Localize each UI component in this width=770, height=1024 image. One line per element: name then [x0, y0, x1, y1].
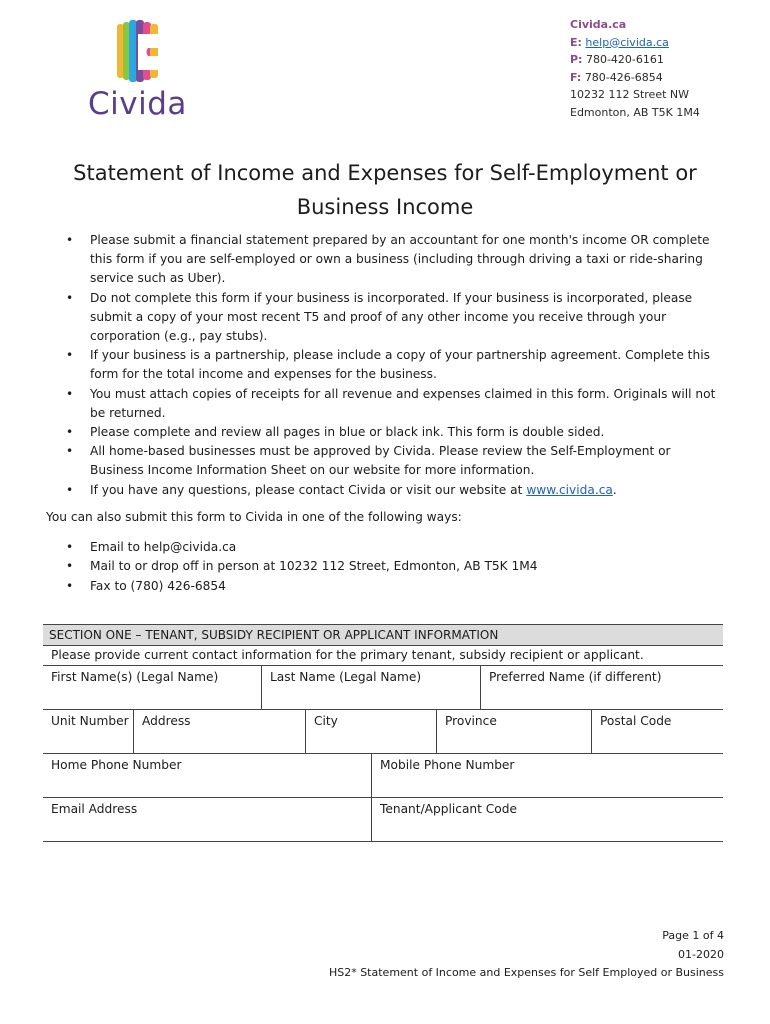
mobile-phone-field[interactable]: [372, 754, 723, 797]
mobile-phone-label: Mobile Phone Number: [380, 758, 515, 772]
address-field[interactable]: [134, 710, 306, 753]
form-row-address: [43, 710, 723, 754]
home-phone-field[interactable]: [43, 754, 372, 797]
list-item: • Mail to or drop off in person at 10232 112 Street, Edmonton, AB T5K 1M4: [46, 557, 726, 576]
last-name-label: Last Name (Legal Name): [270, 670, 422, 684]
home-phone-label: Home Phone Number: [51, 758, 182, 772]
unit-number-field[interactable]: [43, 710, 134, 753]
province-label: Province: [445, 714, 497, 728]
postal-code-label: Postal Code: [600, 714, 672, 728]
preferred-name-label: Preferred Name (if different): [489, 670, 662, 684]
section-one-form: [43, 624, 723, 842]
section-one-instructions: Please provide current contact information for the primary tenant, subsidy recipient or applicant.: [43, 646, 723, 666]
form-row-email: [43, 798, 723, 842]
contact-street: 10232 112 Street NW: [570, 88, 690, 101]
contact-block: [570, 16, 700, 121]
list-item: • Please complete and review all pages in blue or black ink. This form is double sided.: [46, 423, 726, 442]
contact-fax-line: F: 780-426-6854: [570, 70, 663, 84]
submit-ways-list: [46, 538, 726, 596]
email-label: Email Address: [51, 802, 138, 816]
unit-number-label: Unit Number: [51, 714, 129, 728]
list-item: • Do not complete this form if your business is incorporated. If your business is incorporated, please submit a copy of your most recent T5 and proof of any other income you receive through your corporation (e.g., pay stubs).: [46, 289, 726, 347]
list-item: • Please submit a financial statement prepared by an accountant for one month's income OR complete this form if you are self-employed or own a business (including through driving a taxi or ride-sharing service such as Uber).: [46, 231, 726, 289]
address-label: Address: [142, 714, 191, 728]
contact-city: Edmonton, AB T5K 1M4: [570, 105, 700, 119]
website-link[interactable]: www.civida.ca: [526, 482, 613, 497]
preferred-name-field[interactable]: [481, 666, 723, 709]
instructions-list: [46, 231, 726, 500]
city-label: City: [314, 714, 338, 728]
submit-intro: You can also submit this form to Civida in one of the following ways:: [46, 510, 462, 524]
list-item: • If you have any questions, please contact Civida or visit our website at www.civida.ca.: [46, 481, 726, 500]
list-item: • You must attach copies of receipts for all revenue and expenses claimed in this form. Originals will not be returned.: [46, 385, 726, 423]
form-date: 01-2020: [678, 947, 724, 961]
list-item: • All home-based businesses must be approved by Civida. Please review the Self-Employment or Business Income Information Sheet on our website for more information.: [46, 442, 726, 480]
tenant-code-label: Tenant/Applicant Code: [380, 802, 518, 816]
form-row-phones: [43, 754, 723, 798]
contact-email-link[interactable]: help@civida.ca: [585, 35, 669, 49]
first-name-label: First Name(s) (Legal Name): [51, 670, 219, 684]
form-name: HS2* Statement of Income and Expenses for Self Employed or Business: [328, 966, 724, 979]
page-title: Statement of Income and Expenses for Self-Employment or Business Income: [73, 161, 697, 219]
list-item: • Fax to (780) 426-6854: [46, 577, 726, 596]
contact-phone-line: P: 780-420-6161: [570, 53, 664, 66]
province-field[interactable]: [437, 710, 592, 753]
contact-email-line: E: help@civida.ca: [570, 35, 669, 49]
page-number: Page 1 of 4: [662, 929, 724, 942]
list-item: • If your business is a partnership, please include a copy of your partnership agreement. Complete this form for the total income and expenses for the business.: [46, 346, 726, 384]
postal-code-field[interactable]: [592, 710, 723, 753]
email-field[interactable]: [43, 798, 372, 841]
contact-site: Civida.ca: [570, 18, 627, 31]
first-name-field[interactable]: [43, 666, 262, 709]
civida-logo-text: Civida: [88, 86, 187, 122]
section-one-heading: SECTION ONE – TENANT, SUBSIDY RECIPIENT OR APPLICANT INFORMATION: [43, 624, 723, 646]
tenant-code-field[interactable]: [372, 798, 723, 841]
list-item: • Email to help@civida.ca: [46, 538, 726, 557]
form-row-names: [43, 666, 723, 710]
last-name-field[interactable]: [262, 666, 481, 709]
city-field[interactable]: [306, 710, 437, 753]
page-footer: [329, 927, 724, 983]
